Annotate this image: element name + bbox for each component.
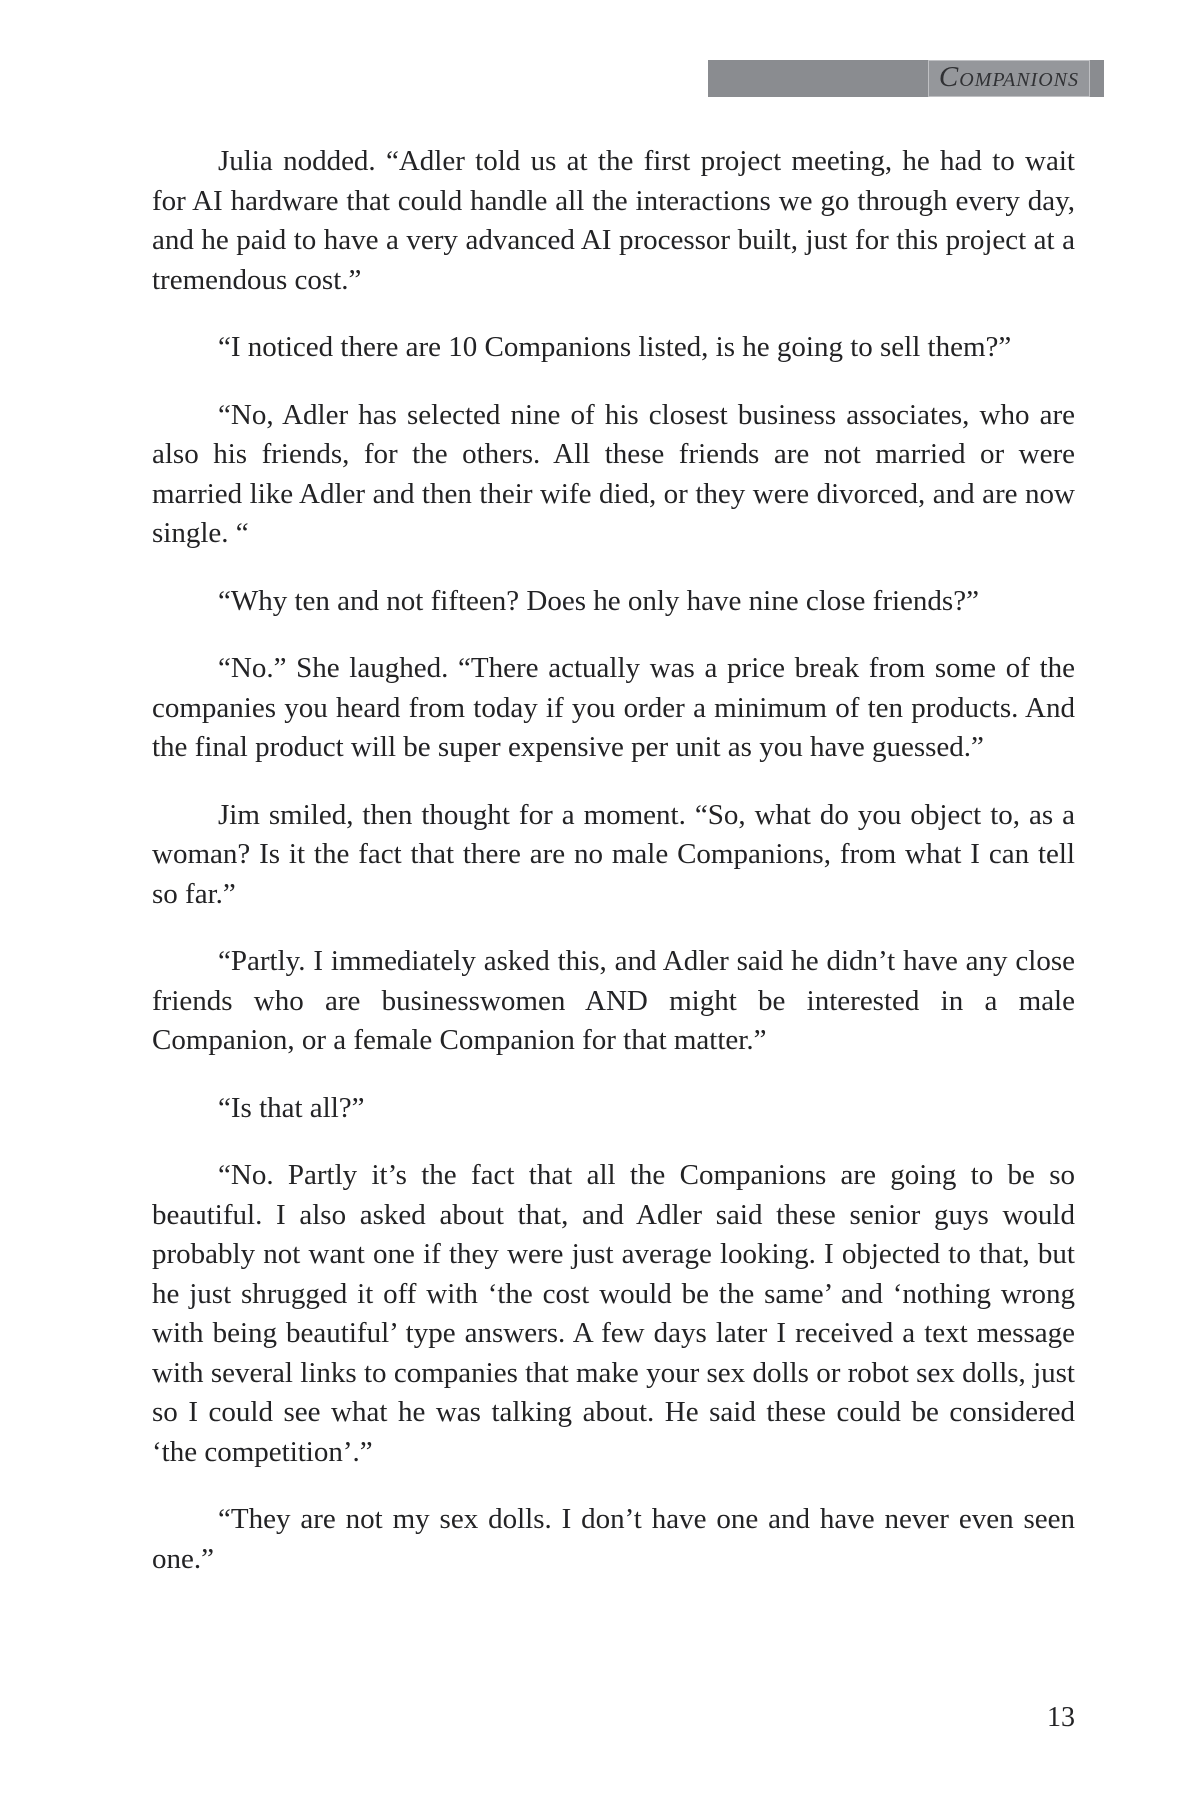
page-body [152, 142, 1075, 1607]
page-number: 13 [1047, 1702, 1075, 1733]
paragraph: “Why ten and not fifteen? Does he only have nine close friends?” [218, 584, 979, 617]
paragraph: “No, Adler has selected nine of his closest business associates, who are also his friends, for the others. All these friends are not married or were married like Adler and then their wife died, or they were divorced, and are now single. “ [152, 398, 1075, 549]
paragraph: Julia nodded. “Adler told us at the first project meeting, he had to wait for AI hardware that could handle all the interactions we go through every day, and he paid to have a very advanced AI processor built, just for this project at a tremendous cost.” [152, 145, 1075, 296]
paragraph: “No.” She laughed. “There actually was a price break from some of the companies you heard from today if you order a minimum of ten products. And the final product will be super expensive per unit as you have guessed.” [152, 652, 1075, 763]
paragraph: “I noticed there are 10 Companions listed, is he going to sell them?” [218, 331, 1012, 363]
paragraph: “They are not my sex dolls. I don’t have one and have never even seen one.” [152, 1503, 1075, 1575]
running-header-title: Companions [928, 60, 1090, 97]
paragraph: Jim smiled, then thought for a moment. “So, what do you object to, as a woman? Is it the fact that there are no male Companions, from what I can tell so far.” [152, 798, 1075, 910]
paragraph: “Partly. I immediately asked this, and Adler said he didn’t have any close friends who are businesswomen AND might be interested in a male Companion, or a female Companion for that matter.” [152, 945, 1075, 1056]
paragraph: “No. Partly it’s the fact that all the Companions are going to be so beautiful. I also asked about that, and Adler said these senior guys would probably not want one if they were just average looking. I objected to that, but he just shrugged it off with ‘the cost would be the same’ and ‘nothing wrong with being beautiful’ type answers. A few days later I received a text message with several links to companies that make your sex dolls or robot sex dolls, just so I could see what he was talking about. He said these could be considered ‘the competition’.” [152, 1159, 1075, 1468]
paragraph: “Is that all?” [218, 1091, 365, 1124]
running-header-bar [708, 60, 1104, 97]
